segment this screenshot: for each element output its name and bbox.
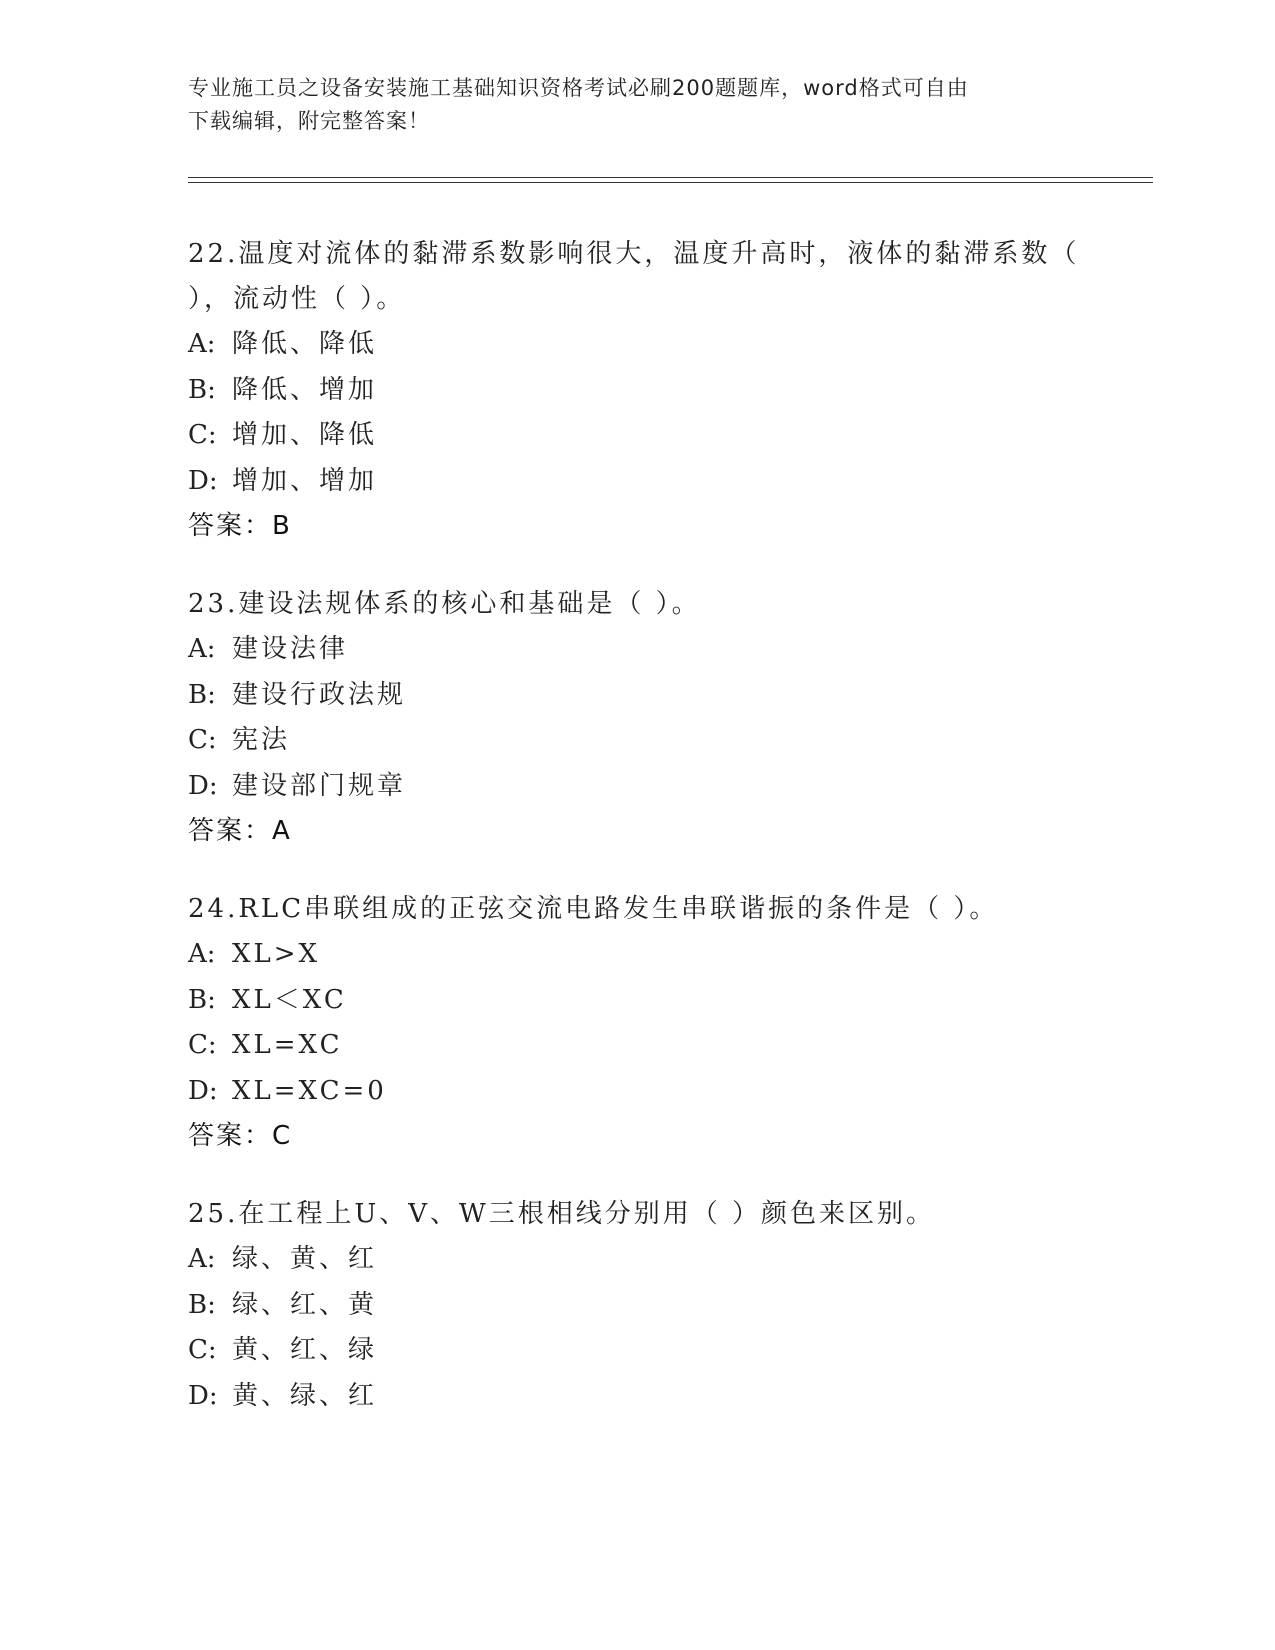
option-c bbox=[188, 1023, 1088, 1069]
question-stem-continued: ），流动性（ ）。 bbox=[188, 284, 406, 314]
option-b bbox=[188, 368, 1088, 414]
option-text: 绿、黄、红 bbox=[232, 1244, 378, 1274]
question-stem: 22.温度对流体的黏滞系数影响很大，温度升高时，液体的黏滞系数（ bbox=[188, 239, 1080, 269]
option-text: 降低、降低 bbox=[232, 329, 378, 359]
option-text: 绿、红、黄 bbox=[232, 1289, 378, 1320]
question-25 bbox=[188, 1192, 1088, 1419]
option-text: XL>X bbox=[232, 939, 321, 969]
question-stem: 24.RLC串联组成的正弦交流电路发生串联谐振的条件是（ ）。 bbox=[188, 894, 999, 924]
option-letter: A: bbox=[188, 939, 216, 969]
option-text: 增加、降低 bbox=[232, 420, 378, 450]
option-text: 建设部门规章 bbox=[232, 770, 407, 801]
option-text: 黄、红、绿 bbox=[232, 1335, 378, 1365]
option-text: 黄、绿、红 bbox=[232, 1380, 378, 1411]
option-text: 增加、增加 bbox=[232, 465, 378, 496]
answer-line: 答案：A bbox=[188, 816, 292, 846]
option-letter: C: bbox=[188, 1335, 217, 1365]
option-b bbox=[188, 673, 1088, 719]
option-text: XL=XC=0 bbox=[232, 1075, 387, 1106]
answer-line: 答案：C bbox=[188, 1121, 293, 1151]
option-letter: C: bbox=[188, 725, 217, 755]
option-text: 建设法律 bbox=[232, 634, 349, 664]
question-stem: 23.建设法规体系的核心和基础是（ ）。 bbox=[188, 589, 701, 619]
option-c bbox=[188, 1328, 1088, 1374]
answer-line: 答案：B bbox=[188, 511, 292, 541]
option-text: XL=XC bbox=[232, 1030, 343, 1060]
option-c bbox=[188, 413, 1088, 459]
document-header bbox=[188, 72, 1068, 138]
option-a bbox=[188, 932, 1088, 978]
header-title-line-1: 专业施工员之设备安装施工基础知识资格考试必刷200题题库，word格式可自由 bbox=[188, 76, 969, 100]
option-text: 降低、增加 bbox=[232, 374, 378, 405]
option-a bbox=[188, 1237, 1088, 1283]
option-b bbox=[188, 978, 1088, 1024]
question-24 bbox=[188, 887, 1088, 1159]
option-letter: B: bbox=[188, 1289, 216, 1320]
option-a bbox=[188, 322, 1088, 368]
option-letter: D: bbox=[188, 465, 218, 496]
option-d bbox=[188, 764, 1088, 810]
header-title-line-2: 下载编辑，附完整答案！ bbox=[188, 109, 430, 133]
option-a bbox=[188, 627, 1088, 673]
question-stem: 25.在工程上U、V、W三根相线分别用（ ）颜色来区别。 bbox=[188, 1199, 936, 1229]
option-c bbox=[188, 718, 1088, 764]
option-letter: D: bbox=[188, 1075, 218, 1106]
header-divider-bottom bbox=[188, 182, 1153, 183]
option-letter: D: bbox=[188, 770, 218, 801]
option-letter: C: bbox=[188, 420, 217, 450]
option-d bbox=[188, 1069, 1088, 1115]
question-list bbox=[188, 232, 1088, 1452]
option-text: XL＜XC bbox=[232, 984, 347, 1015]
option-letter: C: bbox=[188, 1030, 217, 1060]
option-letter: A: bbox=[188, 634, 216, 664]
option-letter: A: bbox=[188, 329, 216, 359]
question-23 bbox=[188, 582, 1088, 854]
option-d bbox=[188, 459, 1088, 505]
option-letter: B: bbox=[188, 984, 216, 1015]
option-letter: B: bbox=[188, 374, 216, 405]
header-divider-top bbox=[188, 177, 1153, 178]
option-text: 宪法 bbox=[232, 725, 291, 755]
option-letter: D: bbox=[188, 1380, 218, 1411]
question-22 bbox=[188, 232, 1088, 549]
option-d bbox=[188, 1374, 1088, 1420]
option-letter: A: bbox=[188, 1244, 216, 1274]
option-letter: B: bbox=[188, 679, 216, 710]
option-text: 建设行政法规 bbox=[232, 679, 407, 710]
option-b bbox=[188, 1283, 1088, 1329]
